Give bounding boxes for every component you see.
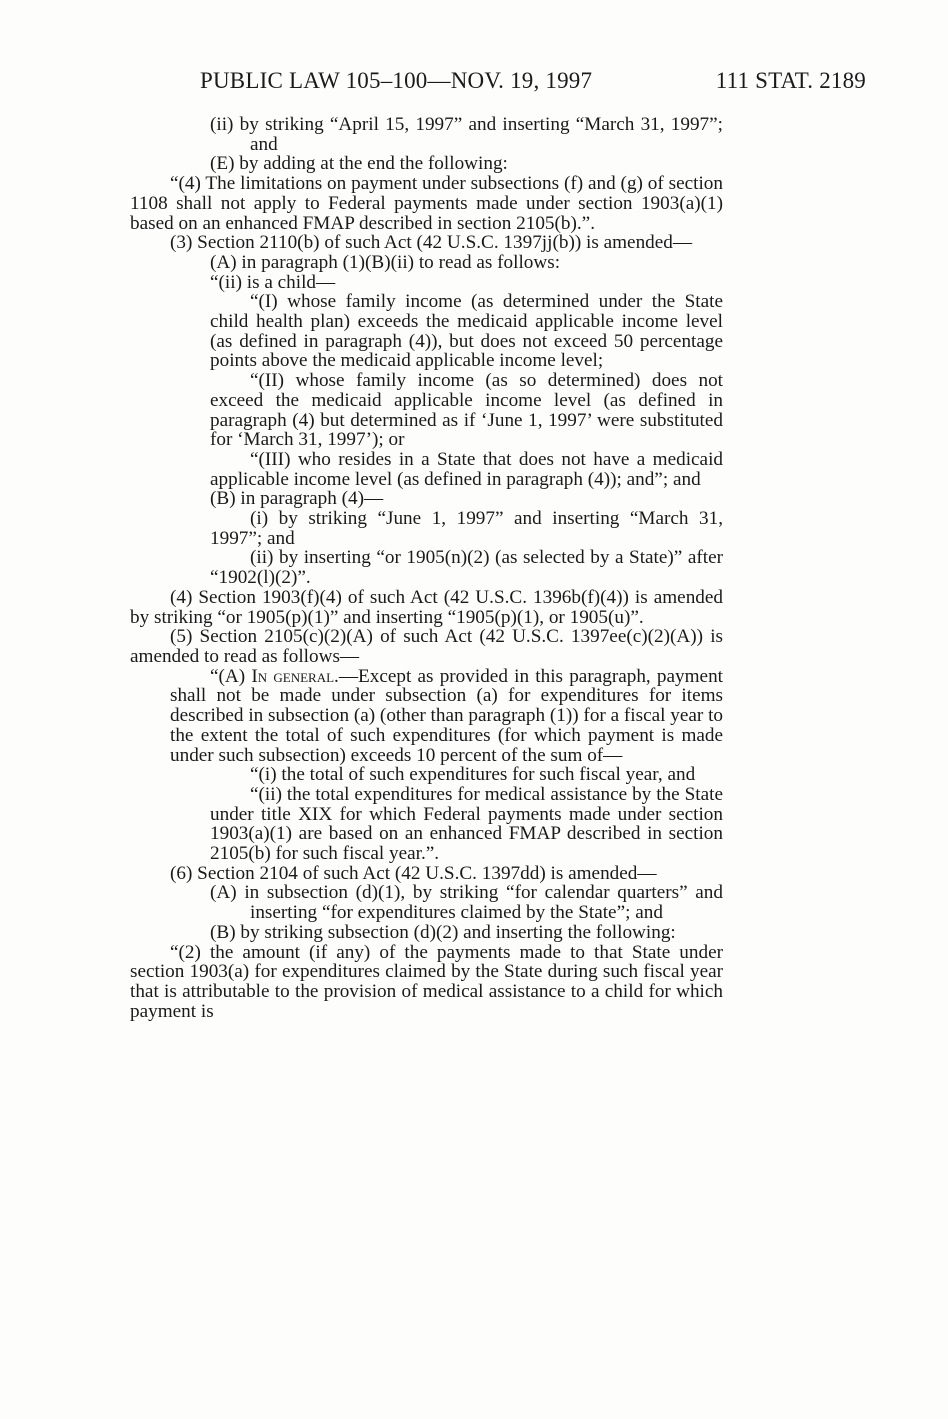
paragraph: (B) by striking subsection (d)(2) and inserting the following: [210,921,676,943]
paragraph: (A) in paragraph (1)(B)(ii) to read as follows: [210,251,561,273]
paragraph: (4) Section 1903(f)(4) of such Act (42 U.S.C. 1396b(f)(4)) is amended by striking “or 1905(p)(1)” and inserting “1905(p)(1), or 1905(u)”. [130,586,723,628]
page-header [200,66,866,96]
paragraph: “(I) whose family income (as determined under the State child health plan) exceeds the medicaid applicable income level (as defined in paragraph (4)), but does not exceed 50 percentage points above the medicaid applicable income level; [210,291,723,372]
header-page-number: 111 STAT. 2189 [715,68,866,93]
paragraph: (A) in subsection (d)(1), by striking “for calendar quarters” and inserting “for expenditures claimed by the State”; and [210,882,723,924]
paragraph: “(ii) is a child— [210,271,336,293]
paragraph: (ii) by inserting “or 1905(n)(2) (as selected by a State)” after “1902(l)(2)”. [210,547,723,589]
paragraph: “(i) the total of such expenditures for such fiscal year, and [250,764,696,786]
paragraph: (ii) by striking “April 15, 1997” and inserting “March 31, 1997”; and [210,114,723,155]
paragraph: (E) by adding at the end the following: [210,153,508,175]
subsection-heading: In general [251,665,335,687]
paragraph: “(II) whose family income (as so determined) does not exceed the medicaid applicable income level (as defined in paragraph (4) but determined as if ‘June 1, 1997’ were substituted for ‘March 31, 1997’); or [210,370,723,451]
paragraph: “(4) The limitations on payment under subsections (f) and (g) of section 1108 shall not apply to Federal payments made under section 1903(a)(1) based on an enhanced FMAP described in section 2105(b).”. [130,173,723,234]
paragraph: (5) Section 2105(c)(2)(A) of such Act (42 U.S.C. 1397ee(c)(2)(A)) is amended to read as follows— [130,626,723,667]
paragraph: (B) in paragraph (4)— [210,488,384,510]
paragraph: “(III) who resides in a State that does not have a medicaid applicable income level (as defined in paragraph (4)); and”; and [210,448,723,490]
paragraph: (3) Section 2110(b) of such Act (42 U.S.C. 1397jj(b)) is amended— [170,232,693,254]
paragraph: (6) Section 2104 of such Act (42 U.S.C. 1397dd) is amended— [170,862,657,884]
header-citation: PUBLIC LAW 105–100—NOV. 19, 1997 [200,68,593,93]
paragraph: “(A) In general.—Except as provided in this paragraph, payment shall not be made under subsection (a) for expenditures for items described in subsection (a) (other than paragraph (1)) for a fiscal year to the extent the total of such expenditures (for which payment is made under such subsection) exceeds 10 percent of the sum of— [170,665,723,766]
paragraph: “(ii) the total expenditures for medical assistance by the State under title XIX for which Federal payments made under section 1903(a)(1) are based on an enhanced FMAP described in section 2105(b) for such fiscal year.”. [210,783,723,865]
document-body [130,115,723,1021]
paragraph: “(2) the amount (if any) of the payments made to that State under section 1903(a) for expenditures claimed by the State during such fiscal year that is attributable to the provision of medical assistance to a child for which payment is [130,941,723,1022]
paragraph: (i) by striking “June 1, 1997” and inserting “March 31, 1997”; and [210,508,723,549]
